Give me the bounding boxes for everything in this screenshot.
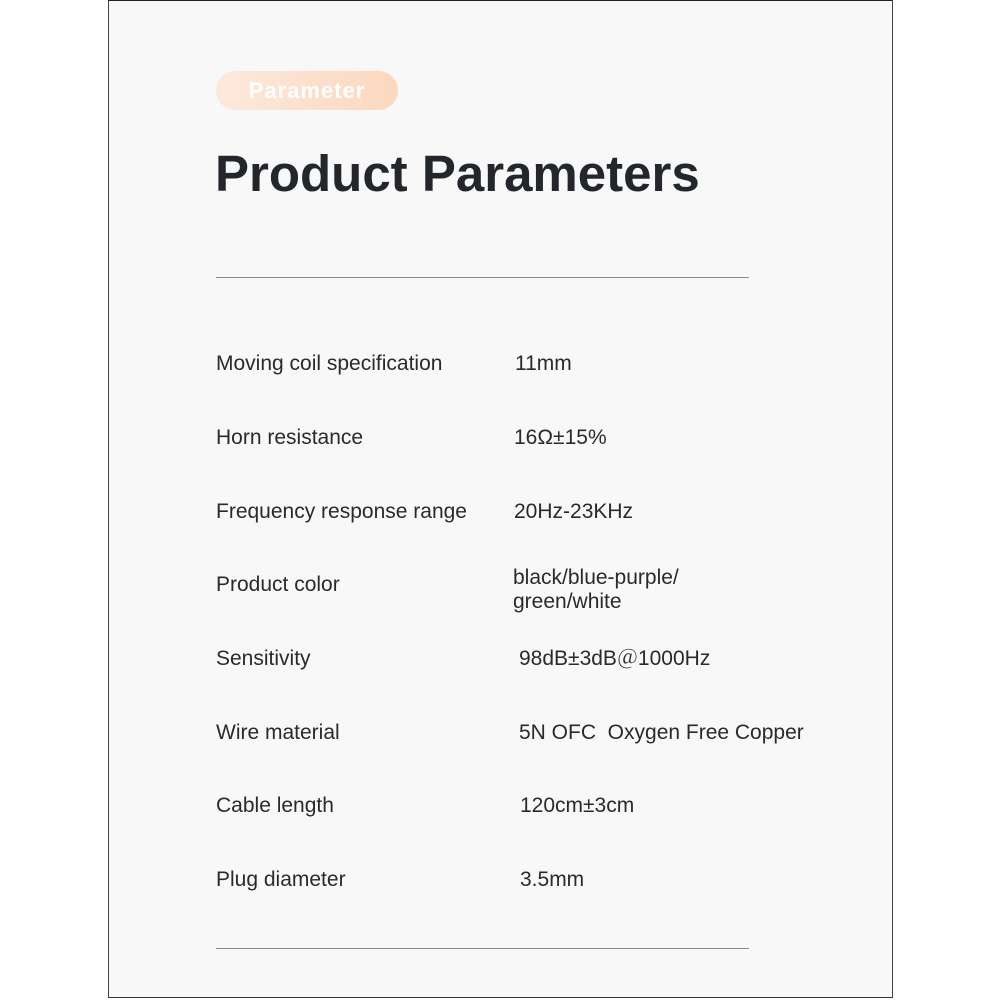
top-divider (216, 277, 749, 278)
param-label: Horn resistance (216, 426, 364, 449)
param-value (519, 721, 804, 745)
param-row-moving-coil (216, 352, 836, 402)
param-value (515, 352, 572, 376)
parameter-badge-label: Parameter (248, 77, 366, 103)
param-label: Product color (216, 573, 340, 596)
param-value-line: 98dB±3dB＠1000Hz (519, 647, 711, 670)
param-value-line: 5N OFC Oxygen Free Copper (519, 721, 804, 744)
param-label: Cable length (216, 794, 334, 817)
parameter-badge (216, 71, 398, 110)
param-label: Plug diameter (216, 868, 346, 891)
param-value-line: 16Ω±15% (514, 426, 607, 449)
page-title: Product Parameters (215, 145, 700, 202)
param-row-plug-diameter (216, 868, 836, 918)
param-row-cable-length (216, 794, 836, 844)
param-value-line: green/white (513, 590, 622, 613)
param-value (519, 647, 710, 671)
param-label: Moving coil specification (216, 352, 443, 375)
param-label: Frequency response range (216, 500, 467, 523)
param-row-sensitivity (216, 647, 836, 697)
param-value-line: 120cm±3cm (520, 794, 635, 817)
param-value (514, 500, 633, 524)
param-value-line: 3.5mm (520, 868, 585, 891)
parameter-page (108, 0, 893, 998)
param-label: Sensitivity (216, 647, 311, 670)
param-value-line: 20Hz-23KHz (514, 500, 634, 523)
param-row-product-color (216, 566, 836, 616)
param-value (520, 794, 634, 818)
param-value-line: black/blue-purple/ (513, 566, 679, 589)
param-value (513, 566, 679, 614)
param-row-horn-resistance (216, 426, 836, 476)
param-value (514, 426, 607, 450)
param-value-line: 11mm (515, 352, 572, 375)
param-row-wire-material (216, 721, 836, 771)
param-row-frequency-response (216, 500, 836, 550)
param-label: Wire material (216, 721, 340, 744)
param-value (520, 868, 584, 892)
bottom-divider (216, 948, 749, 949)
